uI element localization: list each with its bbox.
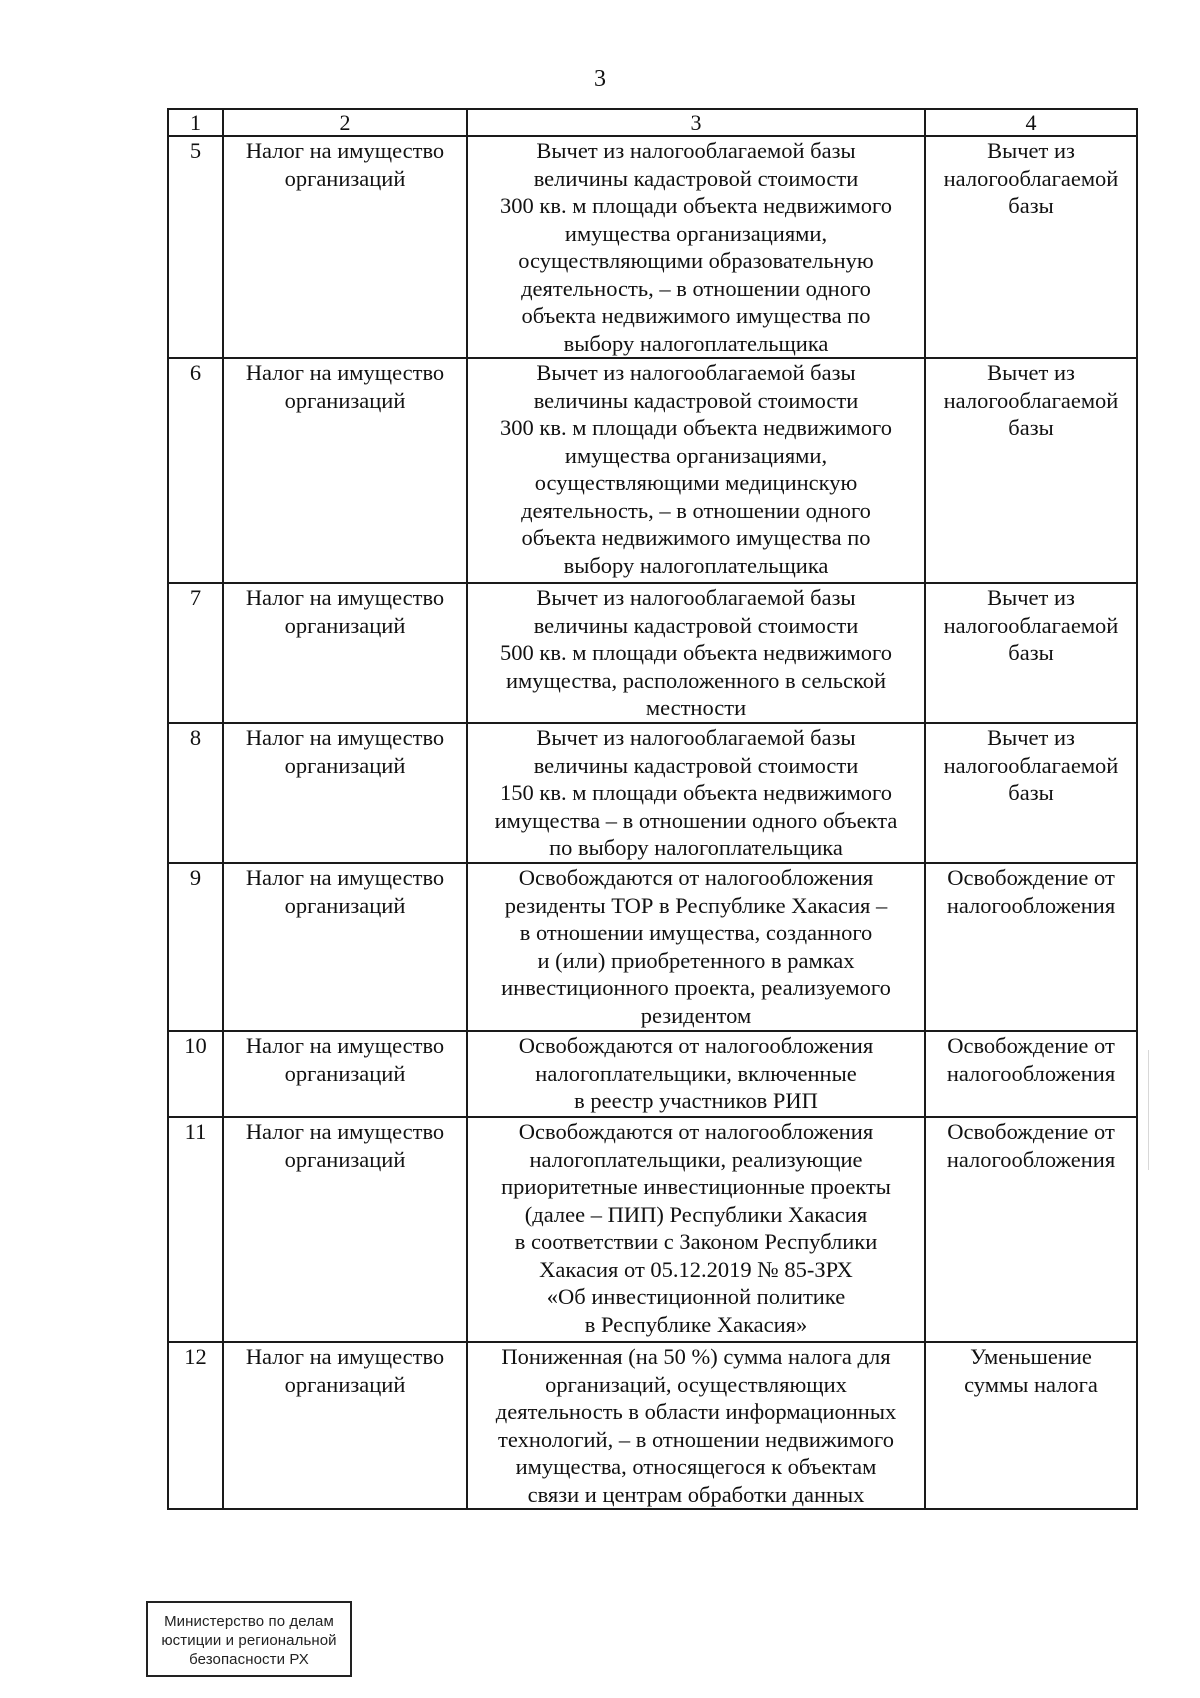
row-number: 7 (168, 583, 223, 723)
stamp-line: юстиции и региональной (161, 1632, 337, 1649)
benefit-description-cell: Пониженная (на 50 %) сумма налога для организаций, осуществляющих деятельность в области информационных технологий, – в отношении недвижимого имущества, относящегося к объектам связи и центрам обработки данных (467, 1342, 925, 1509)
benefit-description-cell: Вычет из налогооблагаемой базы величины кадастровой стоимости 300 кв. м площади объекта недвижимого имущества организациями, осуществляющими образовательную деятельность, – в отношении одного объекта недвижимого имущества по выбору налогоплательщика (467, 136, 925, 358)
column-header-type: 4 (925, 109, 1137, 136)
column-header-tax: 2 (223, 109, 467, 136)
table-row (168, 358, 1137, 583)
row-number: 12 (168, 1342, 223, 1509)
table-row (168, 136, 1137, 358)
table-row (168, 723, 1137, 863)
page-number: 3 (594, 66, 606, 92)
row-number: 9 (168, 863, 223, 1031)
benefit-type-cell: Освобождение от налогообложения (925, 1031, 1137, 1117)
column-header-number: 1 (168, 109, 223, 136)
table-row (168, 863, 1137, 1031)
column-header-description: 3 (467, 109, 925, 136)
benefit-type-cell: Уменьшение суммы налога (925, 1342, 1137, 1509)
tax-name-cell: Налог на имущество организаций (223, 136, 467, 358)
row-number: 5 (168, 136, 223, 358)
benefit-description-cell: Вычет из налогооблагаемой базы величины кадастровой стоимости 300 кв. м площади объекта недвижимого имущества организациями, осуществляющими медицинскую деятельность, – в отношении одного объекта недвижимого имущества по выбору налогоплательщика (467, 358, 925, 583)
stamp-line: безопасности РХ (189, 1651, 309, 1668)
tax-name-cell: Налог на имущество организаций (223, 1342, 467, 1509)
benefit-type-cell: Освобождение от налогообложения (925, 1117, 1137, 1342)
row-number: 8 (168, 723, 223, 863)
table-header-row (168, 109, 1137, 136)
row-number: 6 (168, 358, 223, 583)
benefit-type-cell: Вычет из налогооблагаемой базы (925, 358, 1137, 583)
benefit-description-cell: Освобождаются от налогообложения налогоплательщики, реализующие приоритетные инвестиционные проекты (далее – ПИП) Республики Хакасия в соответствии с Законом Республики Хакасия от 05.12.2019 № 85-ЗРХ «Об инвестиционной политике в Республике Хакасия» (467, 1117, 925, 1342)
table-row (168, 1031, 1137, 1117)
stamp-line: Министерство по делам (164, 1613, 334, 1630)
table-row (168, 583, 1137, 723)
row-number: 11 (168, 1117, 223, 1342)
benefits-table (167, 108, 1138, 1510)
tax-name-cell: Налог на имущество организаций (223, 1117, 467, 1342)
tax-name-cell: Налог на имущество организаций (223, 358, 467, 583)
benefit-type-cell: Освобождение от налогообложения (925, 863, 1137, 1031)
tax-name-cell: Налог на имущество организаций (223, 1031, 467, 1117)
benefit-type-cell: Вычет из налогооблагаемой базы (925, 723, 1137, 863)
benefit-description-cell: Вычет из налогооблагаемой базы величины кадастровой стоимости 150 кв. м площади объекта недвижимого имущества – в отношении одного объекта по выбору налогоплательщика (467, 723, 925, 863)
scan-artifact-line (1148, 1050, 1149, 1170)
table-row (168, 1117, 1137, 1342)
tax-name-cell: Налог на имущество организаций (223, 723, 467, 863)
table-row (168, 1342, 1137, 1509)
benefit-type-cell: Вычет из налогооблагаемой базы (925, 136, 1137, 358)
benefit-description-cell: Вычет из налогооблагаемой базы величины кадастровой стоимости 500 кв. м площади объекта недвижимого имущества, расположенного в сельской местности (467, 583, 925, 723)
benefit-type-cell: Вычет из налогооблагаемой базы (925, 583, 1137, 723)
benefit-description-cell: Освобождаются от налогообложения налогоплательщики, включенные в реестр участников РИП (467, 1031, 925, 1117)
tax-name-cell: Налог на имущество организаций (223, 863, 467, 1031)
benefit-description-cell: Освобождаются от налогообложения резиденты ТОР в Республике Хакасия – в отношении имущества, созданного и (или) приобретенного в рамках инвестиционного проекта, реализуемого резидентом (467, 863, 925, 1031)
row-number: 10 (168, 1031, 223, 1117)
tax-name-cell: Налог на имущество организаций (223, 583, 467, 723)
ministry-stamp (146, 1601, 352, 1677)
